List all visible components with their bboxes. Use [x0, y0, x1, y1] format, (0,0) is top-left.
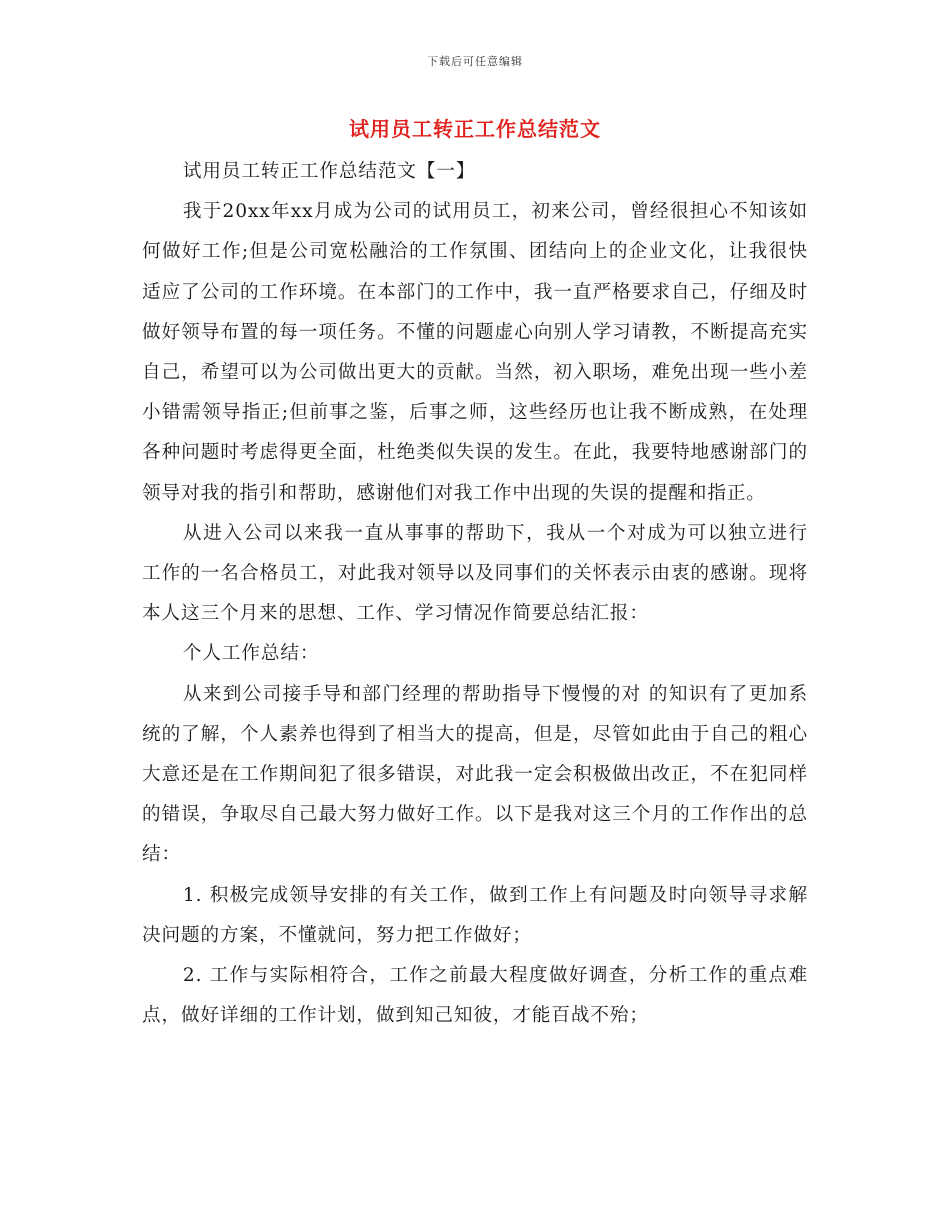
paragraph: 从来到公司接手导和部门经理的帮助指导下慢慢的对 的知识有了更加系统的了解，个人素养也得到了相当大的提高，但是，尽管如此由于自己的粗心大意还是在工作期间犯了很多错误，对此我一定会积极做出改正，不在犯同样的错误，争取尽自己最大努力做好工作。以下是我对这三个月的工作作出的总结：	[142, 683, 808, 866]
document-title: 试用员工转正工作总结范文	[349, 117, 601, 141]
list-item: 1. 积极完成领导安排的有关工作，做到工作上有问题及时向领导寻求解决问题的方案，不懂就问，努力把工作做好；	[142, 884, 808, 946]
paragraph: 从进入公司以来我一直从事事的帮助下，我从一个对成为可以独立进行 工作的一名合格员工，对此我对领导以及同事们的关怀表示由衷的感谢。现将本人这三个月来的思想、工作、学习情况作简要总结汇报：	[142, 522, 808, 625]
document-body	[142, 152, 808, 1036]
list-item: 2. 工作与实际相符合，工作之前最大程度做好调查，分析工作的重点难点，做好详细的工作计划，做到知己知彼，才能百战不殆；	[142, 965, 808, 1027]
header-note: 下载后可任意编辑	[427, 55, 523, 68]
subheading: 个人工作总结：	[182, 643, 320, 665]
section-heading: 试用员工转正工作总结范文【一】	[182, 161, 476, 182]
paragraph: 我于20xx年xx月成为公司的试用员工，初来公司，曾经很担心不知该如何做好工作;但是公司宽松融洽的工作氛围、团结向上的企业文化，让我很快适应了公司的工作环境。在本部门的工作中，我一直严格要求自己，仔细及时做好领导布置的每一项任务。不懂的问题虚心向别人学习请教，不断提高充实自己，希望可以为公司做出更大的贡献。当然，初入职场，难免出现一些小差小错需领导指正;但前事之鉴，后事之师，这些经历也让我不断成熟，在处理各种问题时考虑得更全面，杜绝类似失误的发生。在此，我要特地感谢部门的领导对我的指引和帮助，感谢他们对我工作中出现的失误的提醒和指正。	[142, 201, 808, 504]
